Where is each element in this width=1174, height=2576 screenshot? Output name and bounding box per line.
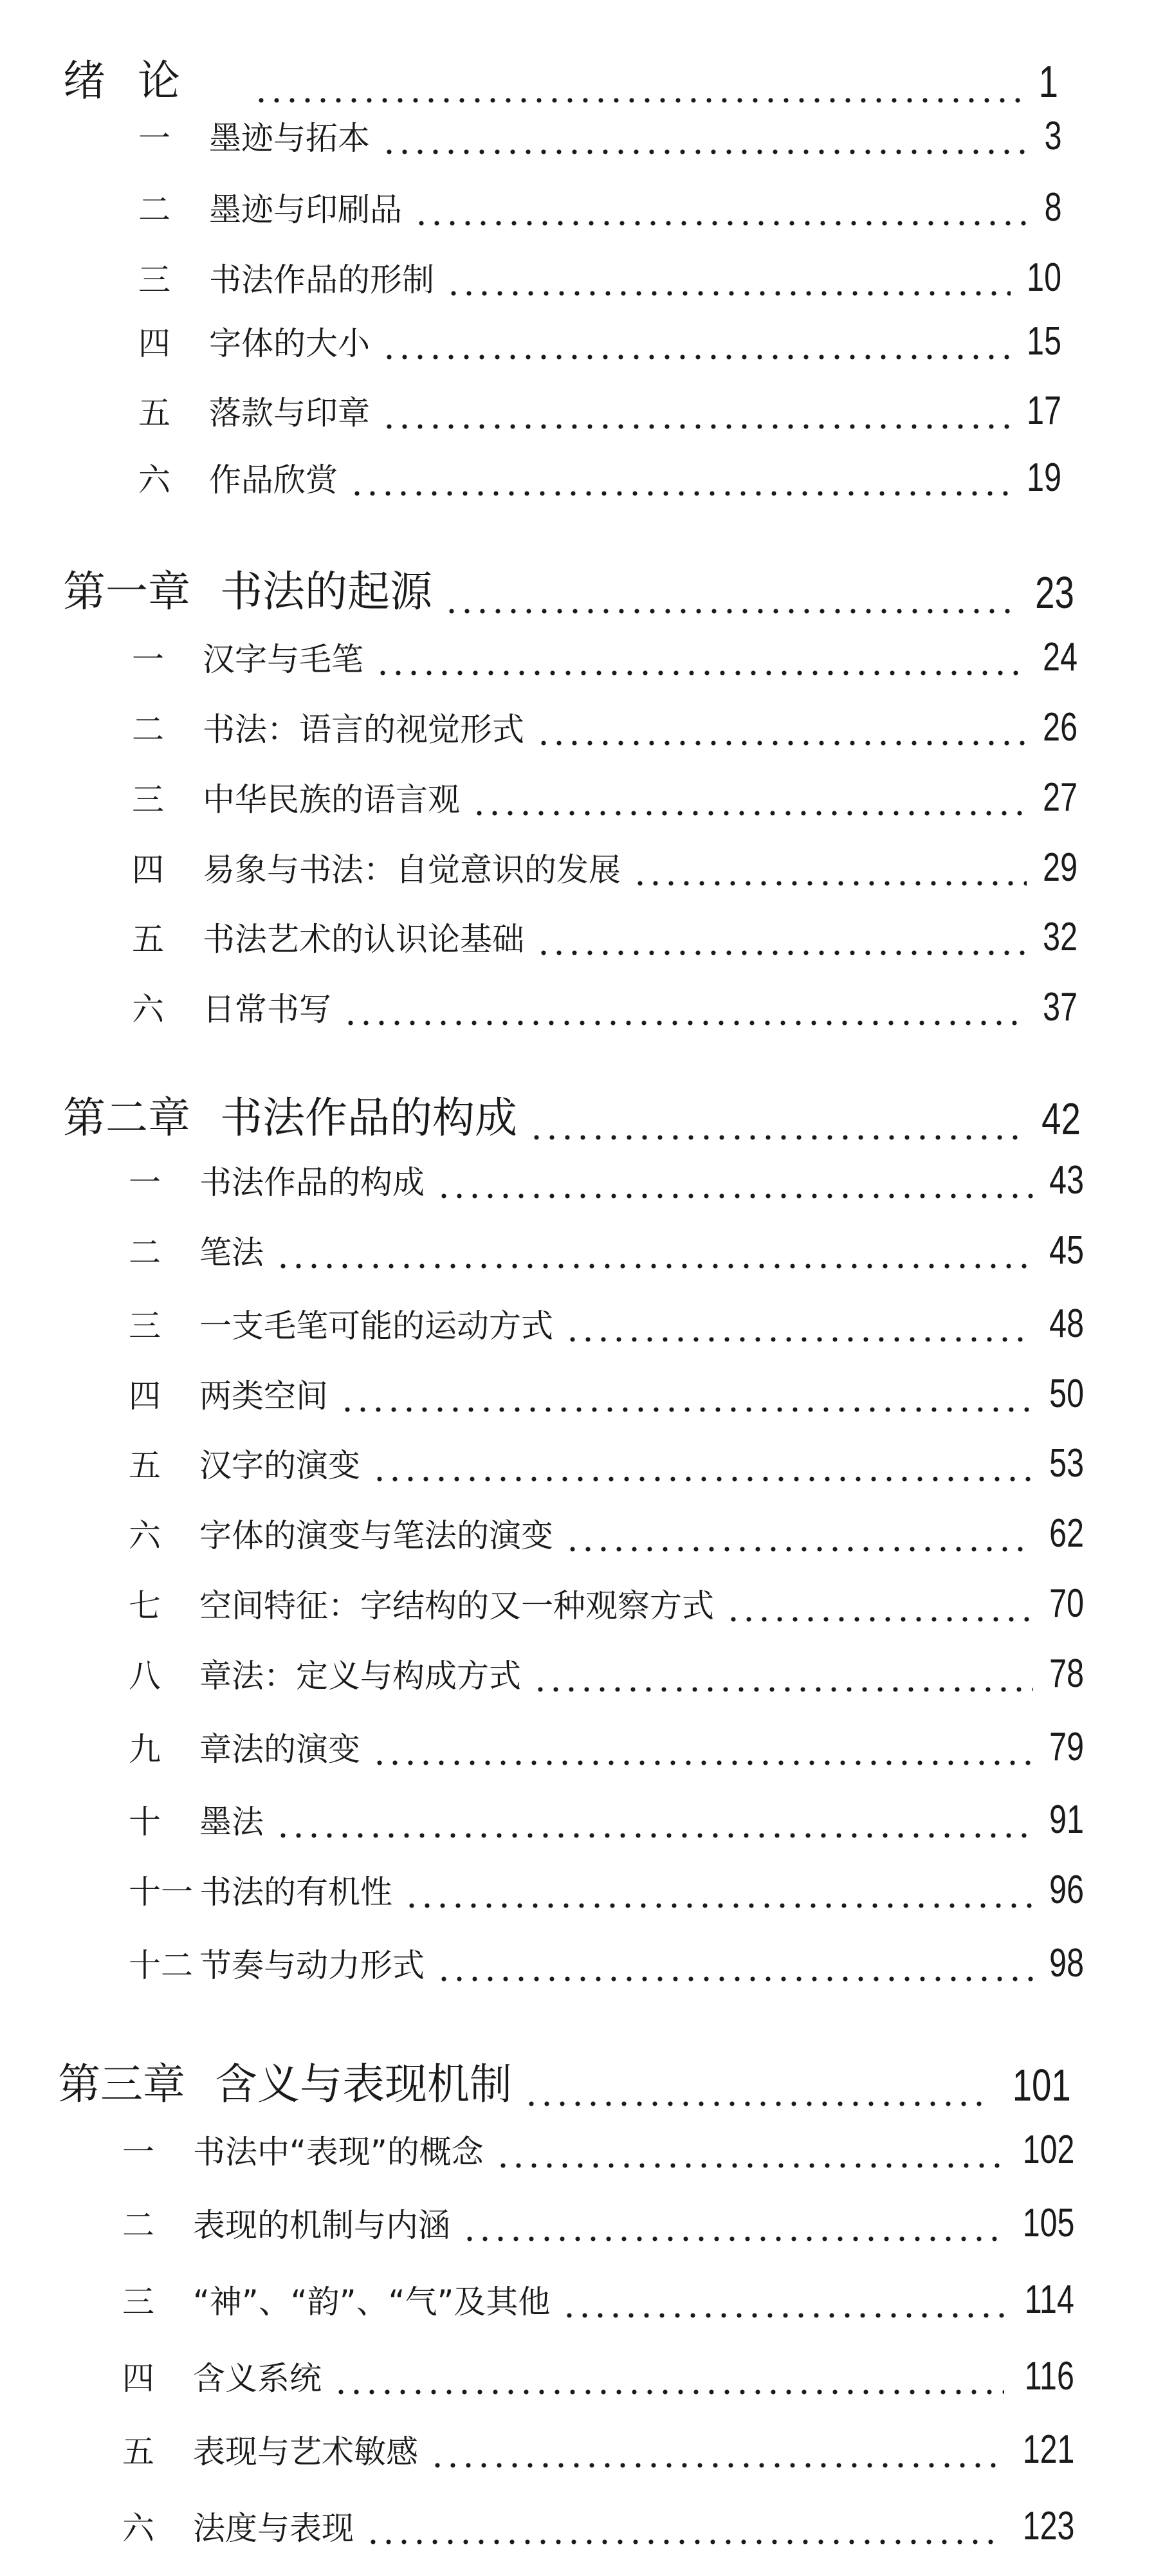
- section-entry[interactable]: [129, 1440, 1084, 1486]
- section-entry-number: 四: [122, 2360, 154, 2397]
- section-entry-dot-leader: [436, 1976, 1033, 1982]
- section-entry-title: 节奏与动力形式: [199, 1947, 425, 1984]
- section-entry-title: 两类空间: [199, 1377, 328, 1415]
- section-entry-page-number: 102: [1022, 2128, 1074, 2172]
- section-entry-page-number: 32: [1043, 915, 1078, 959]
- section-entry-title: 墨法: [199, 1803, 264, 1841]
- section-entry-page-number: 116: [1024, 2354, 1074, 2398]
- section-entry-title: 易象与书法：自觉意识的发展: [203, 851, 621, 888]
- section-entry[interactable]: [132, 844, 1078, 890]
- section-entry-number: 二: [129, 1234, 161, 1271]
- section-entry-dot-leader: [726, 1616, 1033, 1623]
- chapter-entry-dot-leader: [529, 1134, 1024, 1141]
- section-entry-number: 七: [129, 1587, 161, 1624]
- section-entry[interactable]: [129, 1796, 1084, 1843]
- section-entry-number: 四: [132, 851, 164, 888]
- section-entry-page-number: 50: [1049, 1372, 1084, 1416]
- chapter-entry-title: 书法的起源: [220, 567, 432, 616]
- section-entry-number: 六: [132, 991, 164, 1028]
- section-entry-dot-leader: [365, 2539, 1002, 2545]
- section-entry-title: 法度与表现: [193, 2510, 354, 2547]
- section-entry[interactable]: [122, 2200, 1074, 2246]
- section-entry-page-number: 15: [1027, 319, 1061, 363]
- section-entry-dot-leader: [562, 2312, 1004, 2319]
- chapter-entry-number: 绪论: [63, 56, 212, 106]
- section-entry[interactable]: [132, 774, 1078, 820]
- section-entry-dot-leader: [375, 670, 1027, 676]
- section-entry[interactable]: [129, 1510, 1084, 1556]
- chapter-entry-page-number: 23: [1035, 567, 1074, 618]
- section-entry-number: 九: [129, 1731, 161, 1768]
- section-entry[interactable]: [129, 1580, 1084, 1626]
- section-entry-dot-leader: [381, 149, 1033, 155]
- section-entry-dot-leader: [462, 2236, 1002, 2242]
- section-entry[interactable]: [132, 914, 1078, 960]
- section-entry-title: 空间特征：字结构的又一种观察方式: [199, 1587, 714, 1624]
- section-entry[interactable]: [129, 1940, 1084, 1986]
- section-entry[interactable]: [132, 984, 1078, 1030]
- section-entry-number: 八: [129, 1657, 161, 1695]
- section-entry[interactable]: [138, 318, 1061, 364]
- chapter-entry-page-number: 42: [1041, 1094, 1081, 1144]
- section-entry-dot-leader: [495, 2162, 1002, 2169]
- section-entry-number: 十: [129, 1803, 161, 1841]
- section-entry-page-number: 48: [1049, 1302, 1084, 1346]
- section-entry[interactable]: [129, 1724, 1084, 1770]
- section-entry-dot-leader: [275, 1832, 1033, 1839]
- section-entry-page-number: 79: [1049, 1725, 1084, 1769]
- section-entry-number: 一: [138, 120, 170, 157]
- section-entry-number: 三: [122, 2283, 154, 2321]
- section-entry-page-number: 8: [1044, 185, 1061, 230]
- section-entry-title: 书法：语言的视觉形式: [203, 711, 524, 748]
- section-entry-page-number: 27: [1043, 775, 1078, 820]
- section-entry[interactable]: [122, 2503, 1074, 2549]
- section-entry-title: 落款与印章: [209, 394, 370, 432]
- section-entry-dot-leader: [404, 1902, 1033, 1909]
- chapter-entry[interactable]: [58, 2050, 1071, 2111]
- section-entry[interactable]: [129, 1370, 1084, 1417]
- section-entry-dot-leader: [536, 740, 1027, 746]
- section-entry-number: 四: [138, 325, 170, 362]
- section-entry-title: 汉字与毛笔: [203, 641, 363, 678]
- section-entry-dot-leader: [632, 880, 1027, 887]
- section-entry-page-number: 62: [1049, 1511, 1084, 1556]
- section-entry[interactable]: [132, 704, 1078, 750]
- section-entry-page-number: 78: [1049, 1651, 1084, 1696]
- section-entry-title: 书法作品的形制: [209, 261, 434, 299]
- section-entry-title: 墨迹与印刷品: [209, 191, 402, 228]
- chapter-entry-number: 第一章: [63, 567, 190, 616]
- chapter-entry-number: 第二章: [63, 1093, 190, 1143]
- section-entry-title: 字体的演变与笔法的演变: [199, 1517, 553, 1554]
- chapter-entry-page-number: 101: [1012, 2060, 1071, 2110]
- section-entry-number: 六: [138, 461, 170, 499]
- chapter-entry[interactable]: [63, 46, 1058, 107]
- section-entry[interactable]: [129, 1227, 1084, 1273]
- section-entry-page-number: 26: [1043, 705, 1078, 750]
- section-entry-number: 十一: [129, 1873, 193, 1911]
- section-entry-title: 书法的有机性: [199, 1873, 392, 1911]
- section-entry-page-number: 43: [1049, 1158, 1084, 1202]
- section-entry-page-number: 29: [1043, 845, 1078, 890]
- section-entry-title: 中华民族的语言观: [203, 781, 460, 818]
- section-entry-page-number: 96: [1049, 1868, 1084, 1912]
- section-entry-number: 五: [122, 2433, 154, 2470]
- section-entry-page-number: 123: [1022, 2504, 1074, 2548]
- section-entry-dot-leader: [536, 950, 1027, 956]
- section-entry-page-number: 45: [1049, 1228, 1084, 1273]
- section-entry-title: 日常书写: [203, 991, 331, 1028]
- section-entry-page-number: 10: [1027, 255, 1061, 300]
- section-entry-dot-leader: [533, 1686, 1033, 1693]
- section-entry-dot-leader: [414, 220, 1033, 226]
- section-entry-title: 书法中“表现”的概念: [193, 2133, 484, 2171]
- section-entry[interactable]: [122, 2426, 1074, 2472]
- section-entry-dot-leader: [430, 2462, 1002, 2469]
- section-entry-dot-leader: [372, 1476, 1033, 1482]
- section-entry[interactable]: [122, 2276, 1074, 2323]
- chapter-entry-title: 书法作品的构成: [220, 1093, 517, 1143]
- section-entry-number: 十二: [129, 1947, 193, 1984]
- section-entry-page-number: 70: [1049, 1581, 1084, 1626]
- chapter-entry-dot-leader: [444, 608, 1018, 614]
- chapter-entry[interactable]: [63, 1083, 1081, 1145]
- section-entry-page-number: 91: [1049, 1798, 1084, 1842]
- section-entry-page-number: 105: [1022, 2201, 1074, 2245]
- section-entry-dot-leader: [472, 810, 1027, 816]
- section-entry-dot-leader: [381, 423, 1011, 430]
- section-entry[interactable]: [122, 2353, 1074, 2399]
- chapter-entry[interactable]: [63, 557, 1074, 618]
- section-entry-number: 三: [138, 261, 170, 299]
- section-entry-title: 汉字的演变: [199, 1447, 360, 1484]
- section-entry[interactable]: [138, 454, 1061, 501]
- section-entry-dot-leader: [343, 1020, 1027, 1026]
- section-entry-title: 书法作品的构成: [199, 1164, 425, 1201]
- section-entry-dot-leader: [372, 1760, 1033, 1766]
- section-entry-title: 笔法: [199, 1234, 264, 1271]
- section-entry-title: 字体的大小: [209, 325, 370, 362]
- chapter-entry-page-number: 1: [1038, 57, 1058, 107]
- section-entry-dot-leader: [349, 490, 1011, 497]
- section-entry-dot-leader: [436, 1193, 1033, 1199]
- section-entry[interactable]: [129, 1157, 1084, 1203]
- section-entry-title: 一支毛笔可能的运动方式: [199, 1307, 553, 1345]
- section-entry-title: 表现与艺术敏感: [193, 2433, 418, 2470]
- section-entry-number: 一: [129, 1164, 161, 1201]
- section-entry-title: “神”、“韵”、“气”及其他: [193, 2283, 551, 2321]
- section-entry-page-number: 17: [1027, 389, 1061, 433]
- section-entry-number: 三: [132, 781, 164, 818]
- section-entry-page-number: 19: [1027, 455, 1061, 500]
- section-entry-number: 二: [122, 2207, 154, 2244]
- section-entry-page-number: 121: [1022, 2427, 1074, 2472]
- section-entry[interactable]: [129, 1300, 1084, 1347]
- section-entry-page-number: 3: [1044, 114, 1061, 158]
- section-entry-page-number: 24: [1043, 635, 1078, 679]
- section-entry-number: 六: [122, 2510, 154, 2547]
- section-entry-number: 一: [132, 641, 164, 678]
- section-entry-number: 五: [132, 921, 164, 958]
- section-entry-title: 含义系统: [193, 2360, 322, 2397]
- section-entry-dot-leader: [446, 290, 1011, 297]
- section-entry-page-number: 114: [1024, 2277, 1074, 2322]
- section-entry-number: 三: [129, 1307, 161, 1345]
- section-entry-number: 四: [129, 1377, 161, 1415]
- section-entry-number: 一: [122, 2133, 154, 2171]
- section-entry-dot-leader: [381, 354, 1011, 360]
- section-entry-page-number: 37: [1043, 985, 1078, 1029]
- chapter-entry-dot-leader: [524, 2101, 989, 2107]
- section-entry-title: 墨迹与拓本: [209, 120, 370, 157]
- section-entry[interactable]: [138, 184, 1061, 230]
- section-entry[interactable]: [129, 1650, 1084, 1697]
- section-entry[interactable]: [132, 634, 1078, 680]
- section-entry-number: 二: [132, 711, 164, 748]
- section-entry-title: 书法艺术的认识论基础: [203, 921, 524, 958]
- section-entry-number: 六: [129, 1517, 161, 1554]
- section-entry-number: 五: [138, 394, 170, 432]
- chapter-entry-title: 含义与表现机制: [215, 2059, 512, 2109]
- chapter-entry-dot-leader: [253, 97, 1027, 104]
- section-entry-title: 章法：定义与构成方式: [199, 1657, 521, 1695]
- chapter-entry-number: 第三章: [58, 2059, 185, 2109]
- section-entry[interactable]: [138, 113, 1061, 159]
- section-entry-dot-leader: [333, 2389, 1004, 2395]
- section-entry-page-number: 53: [1049, 1441, 1084, 1486]
- section-entry[interactable]: [122, 2126, 1074, 2173]
- section-entry-dot-leader: [565, 1546, 1033, 1552]
- section-entry-dot-leader: [565, 1336, 1033, 1343]
- section-entry-title: 章法的演变: [199, 1731, 360, 1768]
- section-entry[interactable]: [138, 254, 1061, 300]
- section-entry[interactable]: [138, 387, 1061, 434]
- section-entry-title: 作品欣赏: [209, 461, 338, 499]
- section-entry-title: 表现的机制与内涵: [193, 2207, 450, 2244]
- section-entry-page-number: 98: [1049, 1941, 1084, 1985]
- section-entry-number: 二: [138, 191, 170, 228]
- section-entry-number: 五: [129, 1447, 161, 1484]
- section-entry[interactable]: [129, 1866, 1084, 1913]
- section-entry-dot-leader: [275, 1263, 1033, 1269]
- section-entry-dot-leader: [340, 1406, 1033, 1413]
